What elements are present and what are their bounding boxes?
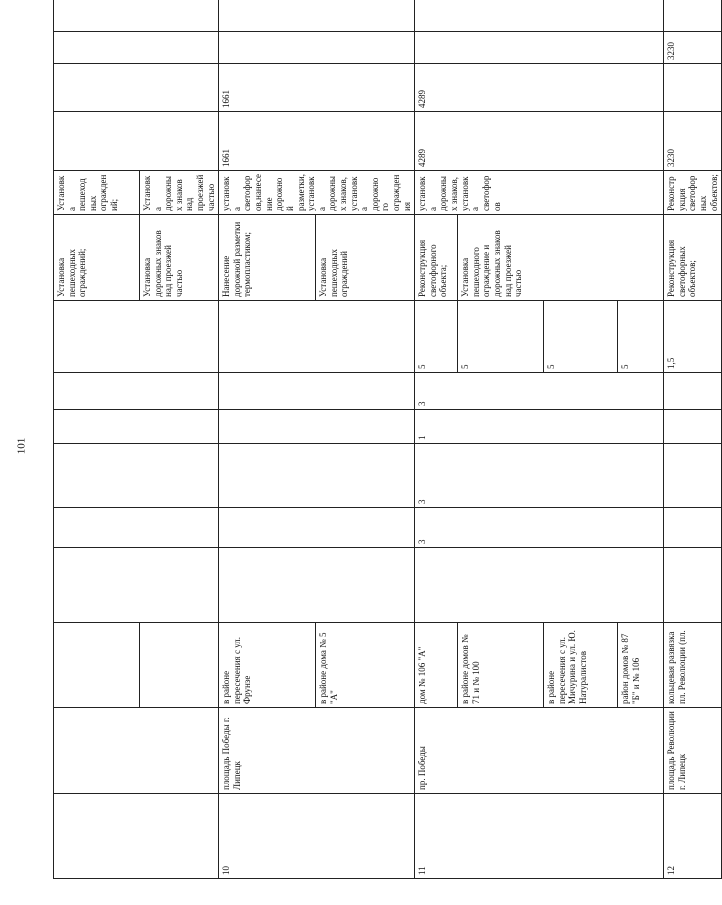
cell-empty <box>54 112 219 171</box>
cell-value: 3230 <box>664 112 722 171</box>
cell-name: площадь Революции г. Липецк <box>664 708 722 794</box>
cell-value: 1661 <box>219 112 415 171</box>
table-row <box>219 0 316 879</box>
cell-empty <box>219 301 415 373</box>
cell-empty <box>664 444 722 508</box>
cell-num <box>54 794 219 879</box>
cell-value: 4289 <box>415 64 664 112</box>
cell-measure: Реконструкция светофорных объектов; <box>664 215 722 301</box>
cell-empty <box>664 64 722 112</box>
cell-value: 3230 <box>664 32 722 64</box>
table-row <box>415 0 458 879</box>
cell-num: 10 <box>219 794 415 879</box>
cell-work: установка дорожных знаков, установка светофоров <box>415 171 664 215</box>
cell-work-a: Установка пешеходных ограждений; <box>54 171 140 215</box>
cell-empty <box>664 548 722 623</box>
cell-measure-a: Установка пешеходных ограждений; <box>54 215 140 301</box>
cell-location: кольцевая развязка пл. Революции (пл. <box>664 623 722 708</box>
cell-empty <box>219 0 415 32</box>
cell-empty <box>54 0 219 32</box>
cell-name: площадь Победы г. Липецк <box>219 708 415 794</box>
cell-name <box>54 708 219 794</box>
rotated-table-scan <box>53 32 719 879</box>
cell-empty <box>219 32 415 64</box>
cell-location: в районе домов № 71 и № 100 <box>458 623 544 708</box>
cell-empty <box>664 0 722 32</box>
cell-location: дом № 106 "А" <box>415 623 458 708</box>
cell-num: 11 <box>415 794 664 879</box>
cell-measure-b: Установка пешеходного ограждение и дорожных знаков над проезжей частью <box>458 215 664 301</box>
cell-location <box>54 623 140 708</box>
cell-location: район домов № 87 "Б" и № 106 <box>618 623 664 708</box>
cell-empty <box>54 301 219 373</box>
cell-empty <box>54 508 219 548</box>
cell-empty <box>415 0 664 32</box>
cell-value: 3 <box>415 508 664 548</box>
cell-empty <box>54 444 219 508</box>
cell-empty <box>54 410 219 444</box>
cell-empty <box>415 548 664 623</box>
cell-work: Реконструкция светофорных объектов; <box>664 171 722 215</box>
cell-value: 1,5 <box>664 301 722 373</box>
cell-empty <box>219 444 415 508</box>
cell-empty <box>54 64 219 112</box>
table-row <box>664 0 722 879</box>
cell-work-b: Установка дорожных знаков над проезжей частью <box>140 171 219 215</box>
cell-value: 1 <box>415 410 664 444</box>
cell-location: в районе пересечения с ул. Фрунзе <box>219 623 316 708</box>
cell-value: 5 <box>544 301 618 373</box>
cell-measure-a: Реконструкция светофорного объекта; <box>415 215 458 301</box>
cell-empty <box>219 373 415 410</box>
cell-empty <box>664 373 722 410</box>
cell-measure-a: Нанесение дорожной разметки термопластиком; <box>219 215 316 301</box>
cell-empty <box>415 32 664 64</box>
cell-empty <box>219 548 415 623</box>
cell-location: в районе дома № 5 "А" <box>316 623 415 708</box>
cell-value: 3 <box>415 373 664 410</box>
cell-value: 1661 <box>219 64 415 112</box>
cell-empty <box>664 508 722 548</box>
cell-empty <box>54 32 219 64</box>
cell-name: пр. Победы <box>415 708 664 794</box>
cell-empty <box>54 373 219 410</box>
cell-empty <box>219 410 415 444</box>
cell-empty <box>664 410 722 444</box>
cell-value: 4289 <box>415 112 664 171</box>
cell-value: 5 <box>415 301 458 373</box>
cell-location: в районе пересечения с ул. Мичурина и ул. Ю. Натуралистов <box>544 623 618 708</box>
cell-empty <box>54 548 219 623</box>
cell-work: установка светофоров,нанесение дорожной разметки, установка дорожных знаков, установка дорожного ограждения <box>219 171 415 215</box>
cell-value: 5 <box>618 301 664 373</box>
cell-location <box>140 623 219 708</box>
cell-num: 12 <box>664 794 722 879</box>
cell-value: 3 <box>415 444 664 508</box>
table-row <box>54 0 140 879</box>
cell-empty <box>219 508 415 548</box>
cell-measure-b: Установка дорожных знаков над проезжей частью <box>140 215 219 301</box>
cell-value: 5 <box>458 301 544 373</box>
cell-measure-b: Установка пешеходных ограждений <box>316 215 415 301</box>
data-table <box>53 0 722 879</box>
page-number: 101 <box>15 437 28 455</box>
